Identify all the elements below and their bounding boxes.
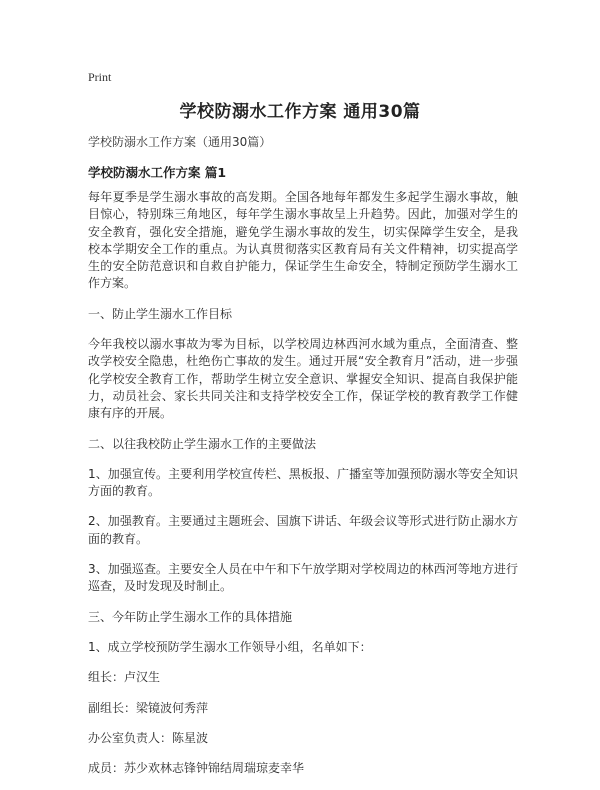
paragraph: 1、成立学校预防学生溺水工作领导小组，名单如下： (88, 639, 372, 654)
print-label[interactable]: Print (88, 70, 112, 84)
paragraph: 办公室负责人：陈星波 (88, 730, 209, 745)
document-content (88, 134, 518, 790)
paragraph: 二、以往我校防止学生溺水工作的主要做法 (88, 436, 317, 451)
paragraph: 一、防止学生溺水工作目标 (88, 306, 233, 321)
paragraph: 成员：苏少欢林志锋钟锦结周瑞琼麦幸华 (88, 761, 305, 776)
paragraph: 今年我校以溺水事故为零为目标，以学校周边林西河水域为重点，全面清查、整改学校安全隐患，杜绝伤亡事故的发生。通过开展“安全教育月”活动，进一步强化学校安全教育工作，帮助学生树立安全意识、掌握安全知识、提高自我保护能力，动员社会、家长共同关注和支持学校安全工作，保证学校的教育教学工作健康有序的开展。 (88, 337, 518, 421)
document-title: 学校防溺水工作方案 通用30篇 (179, 102, 421, 122)
paragraph: 1、加强宣传。主要利用学校宣传栏、黑板报、广播室等加强预防溺水等安全知识方面的教育。 (88, 466, 518, 499)
paragraph: 三、今年防止学生溺水工作的具体措施 (88, 609, 293, 624)
document-subtitle: 学校防溺水工作方案（通用30篇） (88, 135, 272, 149)
section-heading: 学校防溺水工作方案 篇1 (88, 165, 227, 180)
paragraph: 2、加强教育。主要通过主题班会、国旗下讲话、年级会议等形式进行防止溺水方面的教育。 (88, 514, 518, 546)
paragraph: 副组长：梁镜波何秀萍 (88, 700, 209, 715)
paragraph: 3、加强巡查。主要安全人员在中午和下午放学期对学校周边的林西河等地方进行巡查，及时发现及时制止。 (88, 562, 518, 594)
paragraph: 组长：卢汉生 (88, 670, 161, 685)
paragraph: 每年夏季是学生溺水事故的高发期。全国各地每年都发生多起学生溺水事故，触目惊心，特别珠三角地区，每年学生溺水事故呈上升趋势。因此，加强对学生的安全教育，强化安全措施，避免学生溺水事故的发生，切实保障学生安全，是我校本学期安全工作的重点。为认真贯彻落实区教育局有关文件精神，切实提高学生的安全防范意识和自救自护能力，保证学生生命安全，特制定预防学生溺水工作方案。 (88, 190, 518, 291)
